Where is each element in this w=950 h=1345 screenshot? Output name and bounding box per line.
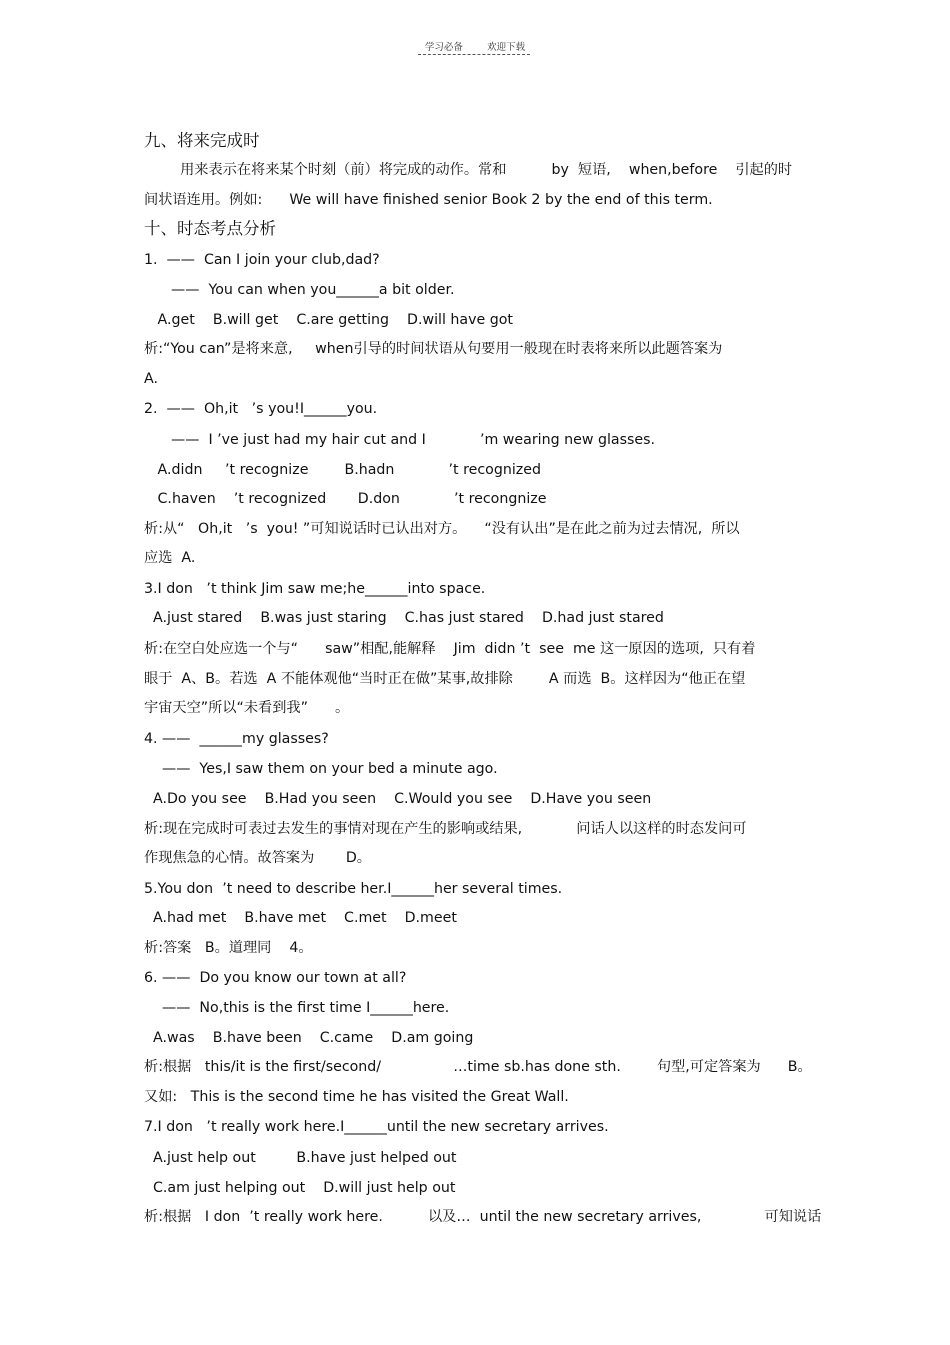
text-line: A.Do you see B.Had you seen C.Would you see D.Have you seen [144, 791, 652, 807]
text-line: A.was B.have been C.came D.am going [144, 1030, 474, 1046]
text-line: 析:“You can”是将来意, when引导的时间状语从句要用一般现在时表将来所以此题答案为 [144, 341, 723, 357]
text-line: 2. —— Oh,it ’s you!I______you. [144, 401, 378, 417]
text-line: 析:从“ Oh,it ’s you! ”可知说话时已认出对方。 “没有认出”是在此之前为过去情况, 所以 [144, 521, 740, 537]
text-line: 析:根据 this/it is the first/second/ …time sb.has done sth. 句型,可定答案为 B。 [144, 1059, 812, 1075]
page-header: 学习必备 欢迎下载 [424, 42, 526, 53]
text-line: 析:在空白处应选一个与“ saw”相配,能解释 Jim didn ’t see me 这一原因的选项, 只有着 [144, 641, 756, 657]
text-line: 4. —— ______my glasses? [144, 731, 329, 747]
text-line: 析:现在完成时可表过去发生的事情对现在产生的影响或结果, 问话人以这样的时态发问可 [144, 821, 747, 837]
text-line: C.am just helping out D.will just help out [144, 1180, 456, 1196]
text-line: 又如: This is the second time he has visited the Great Wall. [144, 1089, 569, 1105]
text-line: 眼于 A、B。若选 A 不能体观他“当时正在做”某事,故排除 A 而选 B。这样因为“他正在望 [144, 671, 746, 687]
text-line: —— Yes,I saw them on your bed a minute ago. [144, 761, 498, 777]
text-line: 析:根据 I don ’t really work here. 以及… until the new secretary arrives, 可知说话 [144, 1209, 822, 1225]
header-divider [418, 54, 530, 55]
text-line: 用来表示在将来某个时刻（前）将完成的动作。常和 by 短语, when,before 引起的时 [144, 162, 793, 178]
text-line: 作现焦急的心情。故答案为 D。 [144, 850, 371, 866]
text-line: A.just stared B.was just staring C.has just stared D.had just stared [144, 610, 664, 626]
text-line: 析:答案 B。道理同 4。 [144, 940, 313, 956]
text-line: —— You can when you______a bit older. [144, 282, 455, 298]
text-line: 6. —— Do you know our town at all? [144, 970, 407, 986]
text-line: A.didn ’t recognize B.hadn ’t recognized [144, 462, 541, 478]
text-line: A.get B.will get C.are getting D.will have got [144, 312, 513, 328]
text-line: 1. —— Can I join your club,dad? [144, 252, 380, 268]
text-line: 7.I don ’t really work here.I______until the new secretary arrives. [144, 1119, 609, 1135]
text-line: A. [144, 371, 158, 387]
text-line: 3.I don ’t think Jim saw me;he______into space. [144, 581, 486, 597]
section-heading: 十、时态考点分析 [144, 219, 276, 238]
text-line: —— No,this is the first time I______here. [144, 1000, 450, 1016]
text-line: —— I ’ve just had my hair cut and I ’m wearing new glasses. [144, 432, 655, 448]
text-line: A.just help out B.have just helped out [144, 1150, 457, 1166]
text-line: C.haven ’t recognized D.don ’t recongnize [144, 491, 547, 507]
text-line: 宇宙天空”所以“未看到我” 。 [144, 700, 350, 716]
section-heading: 九、将来完成时 [144, 131, 260, 150]
text-line: 应选 A. [144, 550, 196, 566]
text-line: 间状语连用。例如: We will have finished senior Book 2 by the end of this term. [144, 192, 713, 208]
text-line: A.had met B.have met C.met D.meet [144, 910, 457, 926]
text-line: 5.You don ’t need to describe her.I______her several times. [144, 881, 563, 897]
